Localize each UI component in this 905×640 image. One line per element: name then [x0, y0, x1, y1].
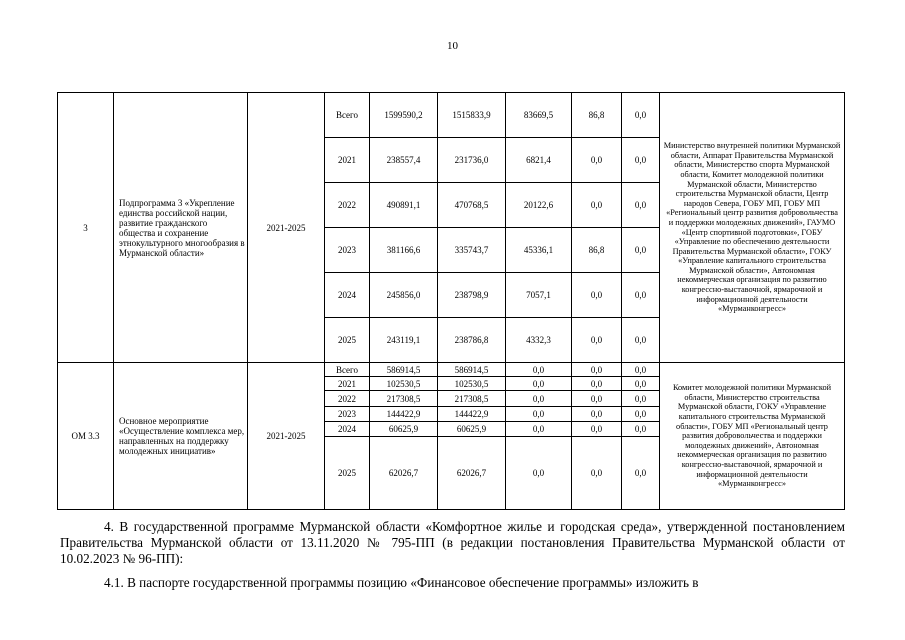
- year-cell: 2021: [325, 138, 370, 183]
- value-cell: 0,0: [572, 363, 622, 377]
- year-cell: 2024: [325, 422, 370, 437]
- year-cell: 2025: [325, 318, 370, 363]
- page-number: 10: [447, 40, 458, 52]
- value-cell: 0,0: [622, 138, 660, 183]
- year-cell: Всего: [325, 93, 370, 138]
- value-cell: 238786,8: [438, 318, 506, 363]
- value-cell: 0,0: [622, 437, 660, 510]
- value-cell: 0,0: [506, 363, 572, 377]
- year-cell: 2024: [325, 273, 370, 318]
- value-cell: 7057,1: [506, 273, 572, 318]
- value-cell: 0,0: [506, 407, 572, 422]
- value-cell: 217308,5: [438, 391, 506, 407]
- total-cell: 1599590,2: [370, 93, 438, 138]
- paragraph-4: 4. В государственной программе Мурманской области «Комфортное жилье и городская среда», утвержденной постановлением Правительства Мурманской области от 13.11.2020 № 795-ПП (в редакции постановления Правительства Мурманской области от 10.02.2023 № 96-ПП):: [60, 519, 845, 566]
- total-cell: 490891,1: [370, 183, 438, 228]
- financing-table: [57, 92, 845, 510]
- value-cell: 0,0: [572, 437, 622, 510]
- total-cell: 144422,9: [370, 407, 438, 422]
- value-cell: 4332,3: [506, 318, 572, 363]
- total-cell: 381166,6: [370, 228, 438, 273]
- value-cell: 586914,5: [438, 363, 506, 377]
- value-cell: 20122,6: [506, 183, 572, 228]
- year-cell: 2021: [325, 377, 370, 391]
- total-cell: 60625,9: [370, 422, 438, 437]
- value-cell: 0,0: [506, 437, 572, 510]
- row-number: ОМ 3.3: [58, 363, 114, 510]
- value-cell: 0,0: [572, 318, 622, 363]
- value-cell: 0,0: [622, 391, 660, 407]
- year-cell: Всего: [325, 363, 370, 377]
- total-cell: 586914,5: [370, 363, 438, 377]
- year-cell: 2025: [325, 437, 370, 510]
- value-cell: 0,0: [572, 273, 622, 318]
- executors: Комитет молодежной политики Мурманской области, Министерство строительства Мурманской области, ГОКУ «Управление капитального строительства Мурманской области», ГОБУ МП «Региональный центр развития добровольчества и поддержки молодежных движений», Автономная некоммерческая организация по развитию конгрессно-выставочной, ярмарочной и информационной деятельности «Мурманконгресс»: [660, 363, 845, 510]
- table-row: [58, 93, 845, 138]
- total-cell: 217308,5: [370, 391, 438, 407]
- program-name: Подпрограмма 3 «Укрепление единства российской нации, развитие гражданского общества и сохранение этнокультурного многообразия в Мурманской области»: [114, 93, 248, 363]
- total-cell: 238557,4: [370, 138, 438, 183]
- total-cell: 102530,5: [370, 377, 438, 391]
- value-cell: 45336,1: [506, 228, 572, 273]
- value-cell: 0,0: [506, 391, 572, 407]
- year-cell: 2022: [325, 391, 370, 407]
- value-cell: 0,0: [572, 407, 622, 422]
- value-cell: 0,0: [506, 377, 572, 391]
- value-cell: 1515833,9: [438, 93, 506, 138]
- value-cell: 0,0: [622, 93, 660, 138]
- value-cell: 231736,0: [438, 138, 506, 183]
- value-cell: 0,0: [622, 363, 660, 377]
- year-cell: 2022: [325, 183, 370, 228]
- value-cell: 102530,5: [438, 377, 506, 391]
- paragraph-4-1: 4.1. В паспорте государственной программы позицию «Финансовое обеспечение программы» изложить в: [104, 575, 699, 590]
- period: 2021-2025: [248, 363, 325, 510]
- year-cell: 2023: [325, 407, 370, 422]
- total-cell: 62026,7: [370, 437, 438, 510]
- value-cell: 60625,9: [438, 422, 506, 437]
- value-cell: 0,0: [572, 183, 622, 228]
- value-cell: 0,0: [506, 422, 572, 437]
- value-cell: 0,0: [622, 407, 660, 422]
- value-cell: 6821,4: [506, 138, 572, 183]
- value-cell: 0,0: [572, 422, 622, 437]
- value-cell: 0,0: [572, 391, 622, 407]
- value-cell: 144422,9: [438, 407, 506, 422]
- value-cell: 86,8: [572, 228, 622, 273]
- value-cell: 238798,9: [438, 273, 506, 318]
- value-cell: 470768,5: [438, 183, 506, 228]
- program-name: Основное мероприятие «Осуществление комплекса мер, направленных на поддержку молодежных инициатив»: [114, 363, 248, 510]
- value-cell: 0,0: [622, 377, 660, 391]
- table-row: [58, 363, 845, 377]
- value-cell: 0,0: [572, 138, 622, 183]
- value-cell: 0,0: [622, 318, 660, 363]
- value-cell: 0,0: [622, 183, 660, 228]
- value-cell: 0,0: [622, 228, 660, 273]
- executors: Министерство внутренней политики Мурманской области, Аппарат Правительства Мурманской области, Министерство спорта Мурманской области, Комитет молодежной политики Мурманской области, Министерство строительства Мурманской области, Центр народов Севера, ГОБУ МП, ГОБУ МП «Региональный центр развития добровольчества и поддержки молодежных движений», ГАУМО «Центр спортивной подготовки», ГОБУ «Управление по обеспечению деятельности Правительства Мурманской области», ГОКУ «Управление капитального строительства Мурманской области», Автономная некоммерческая организация по развитию конгрессно-выставочной, ярмарочной и информационной деятельности «Мурманконгресс»: [660, 93, 845, 363]
- value-cell: 62026,7: [438, 437, 506, 510]
- value-cell: 0,0: [572, 377, 622, 391]
- period: 2021-2025: [248, 93, 325, 363]
- value-cell: 0,0: [622, 422, 660, 437]
- value-cell: 83669,5: [506, 93, 572, 138]
- row-number: 3: [58, 93, 114, 363]
- year-cell: 2023: [325, 228, 370, 273]
- total-cell: 243119,1: [370, 318, 438, 363]
- value-cell: 86,8: [572, 93, 622, 138]
- value-cell: 335743,7: [438, 228, 506, 273]
- value-cell: 0,0: [622, 273, 660, 318]
- total-cell: 245856,0: [370, 273, 438, 318]
